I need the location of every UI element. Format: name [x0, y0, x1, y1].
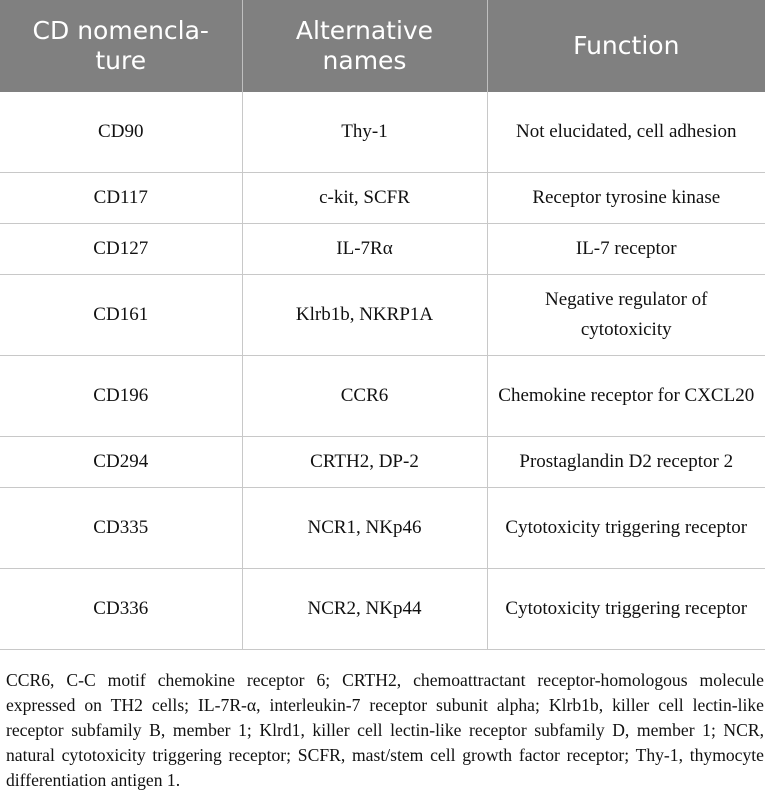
cell-function: IL-7 receptor — [487, 224, 765, 275]
cell-alt: CCR6 — [242, 356, 487, 437]
cell-function: Negative regulator of cytotoxicity — [487, 275, 765, 356]
cell-alt: IL-7Rα — [242, 224, 487, 275]
table-row — [0, 437, 765, 488]
cell-alt: c-kit, SCFR — [242, 173, 487, 224]
cell-alt: NCR1, NKp46 — [242, 488, 487, 569]
table-row — [0, 356, 765, 437]
header-cd-nomenclature: CD nomencla-ture — [0, 0, 242, 92]
cell-function: Chemokine receptor for CXCL20 — [487, 356, 765, 437]
cell-cd: CD161 — [0, 275, 242, 356]
table-row — [0, 92, 765, 173]
cell-function: Prostaglandin D2 receptor 2 — [487, 437, 765, 488]
cell-cd: CD335 — [0, 488, 242, 569]
table-row — [0, 275, 765, 356]
cell-alt: Thy-1 — [242, 92, 487, 173]
table-footnote: CCR6, C-C motif chemokine receptor 6; CRTH2, chemoattractant receptor-homologous molecule expressed on TH2 cells; IL-7R-α, interleukin-7 receptor subunit alpha; Klrb1b, killer cell lectin-like receptor subfamily B, member 1; Klrd1, killer cell lectin-like receptor subfamily D, member 1; NCR, natural cytotoxicity triggering receptor; SCFR, mast/stem cell growth factor receptor; Thy-1, thymocyte differentiation antigen 1. — [6, 670, 764, 790]
cell-function: Cytotoxicity triggering receptor — [487, 488, 765, 569]
table-body — [0, 92, 765, 650]
cell-function: Receptor tyrosine kinase — [487, 173, 765, 224]
cell-cd: CD196 — [0, 356, 242, 437]
table-row — [0, 569, 765, 650]
table-row — [0, 224, 765, 275]
cell-cd: CD336 — [0, 569, 242, 650]
cell-alt: NCR2, NKp44 — [242, 569, 487, 650]
table-row — [0, 173, 765, 224]
header-function: Function — [487, 0, 765, 92]
header-alternative-names: Alternative names — [242, 0, 487, 92]
cell-cd: CD117 — [0, 173, 242, 224]
table-row — [0, 488, 765, 569]
table-header — [0, 0, 765, 92]
cell-alt: CRTH2, DP-2 — [242, 437, 487, 488]
cell-cd: CD90 — [0, 92, 242, 173]
cell-function: Cytotoxicity triggering receptor — [487, 569, 765, 650]
cell-cd: CD294 — [0, 437, 242, 488]
cell-alt: Klrb1b, NKRP1A — [242, 275, 487, 356]
cell-cd: CD127 — [0, 224, 242, 275]
header-row — [0, 0, 765, 92]
cell-function: Not elucidated, cell adhesion — [487, 92, 765, 173]
